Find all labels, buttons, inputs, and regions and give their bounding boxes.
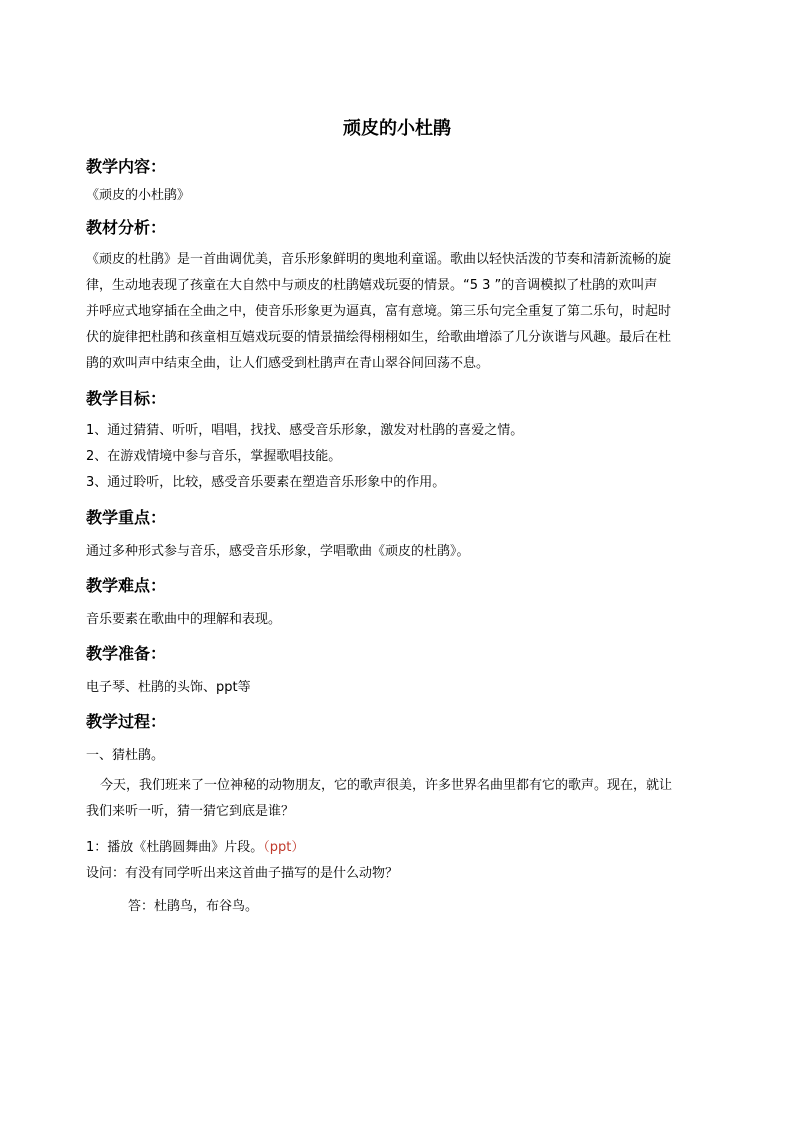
process-intro-line: 今天，我们班来了一位神秘的动物朋友，它的歌声很美，许多世界名曲里都有它的歌声。现在，就让 — [100, 778, 673, 793]
analysis-line: 律，生动地表现了孩童在大自然中与顽皮的杜鹃嬉戏玩耍的情景。“5 3 ”的音调模拟了杜鹃的欢叫声 — [86, 278, 658, 293]
section-text-preparation: 电子琴、杜鹃的头饰、ppt等 — [86, 680, 251, 695]
process-intro-line: 我们来听一听，猜一猜它到底是谁？ — [86, 804, 295, 819]
analysis-line: 伏的旋律把杜鹃和孩童相互嬉戏玩耍的情景描绘得栩栩如生，给歌曲增添了几分诙谐与风趣。最后在杜 — [86, 330, 672, 345]
analysis-line: 《顽皮的杜鹃》是一首曲调优美，音乐形象鲜明的奥地利童谣。歌曲以轻快活泼的节奏和清新流畅的旋 — [86, 252, 672, 267]
play-note: （ppt） — [263, 840, 305, 855]
document-title: 顽皮的小杜鹃 — [343, 118, 451, 139]
section-heading-objectives: 教学目标： — [86, 389, 167, 408]
section-text-difficulties: 音乐要素在歌曲中的理解和表现。 — [86, 612, 282, 627]
objective-item: 2、在游戏情境中参与音乐，掌握歌唱技能。 — [86, 449, 342, 464]
objective-item: 3、通过聆听，比较，感受音乐要素在塑造音乐形象中的作用。 — [86, 475, 446, 490]
process-play-line — [86, 835, 710, 861]
document-body — [86, 155, 710, 920]
section-heading-preparation: 教学准备： — [86, 644, 167, 663]
section-text-key-points: 通过多种形式参与音乐，感受音乐形象，学唱歌曲《顽皮的杜鹃》。 — [86, 544, 470, 559]
section-heading-difficulties: 教学难点： — [86, 576, 167, 595]
analysis-line: 鹃的欢叫声中结束全曲，让人们感受到杜鹃声在青山翠谷间回荡不息。 — [86, 356, 490, 371]
process-question: 设问：有没有同学听出来这首曲子描写的是什么动物？ — [86, 866, 399, 881]
play-text: 1：播放《杜鹃圆舞曲》片段。 — [86, 840, 264, 855]
objective-item: 1、通过猜猜、听听，唱唱，找找、感受音乐形象，激发对杜鹃的喜爱之情。 — [86, 423, 524, 438]
section-text-content: 《顽皮的小杜鹃》 — [86, 188, 191, 203]
section-heading-content: 教学内容： — [86, 157, 167, 176]
analysis-line: 并呼应式地穿插在全曲之中，使音乐形象更为逼真，富有意境。第三乐句完全重复了第二乐句，时起时 — [86, 304, 672, 319]
section-heading-process: 教学过程： — [86, 712, 167, 731]
section-heading-key-points: 教学重点： — [86, 508, 167, 527]
process-answer: 答：杜鹃鸟，布谷鸟。 — [128, 899, 259, 914]
section-heading-analysis: 教材分析： — [86, 218, 167, 237]
process-step-title: 一、猜杜鹃。 — [86, 748, 165, 763]
